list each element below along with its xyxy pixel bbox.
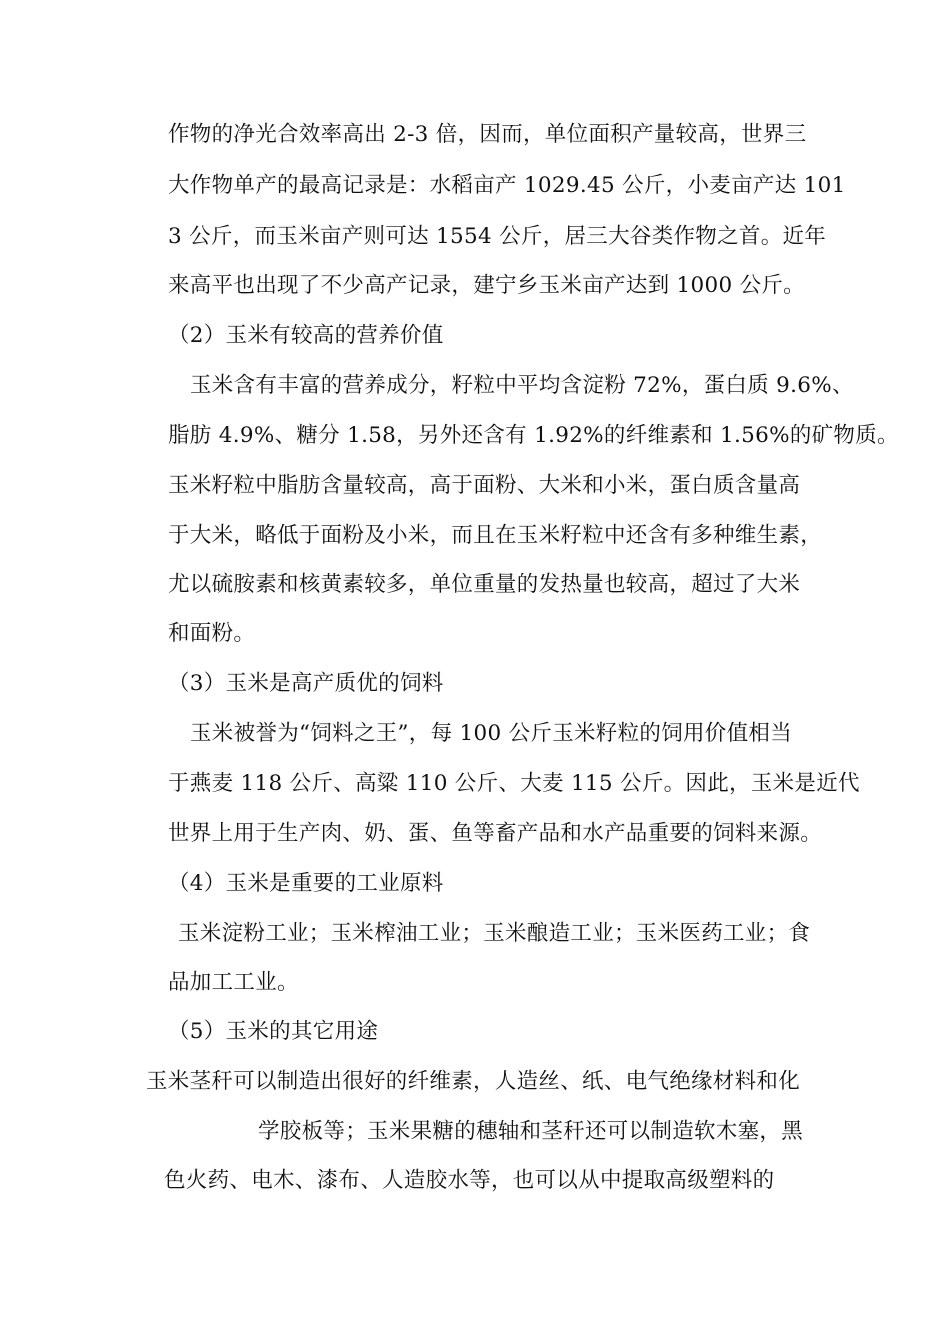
paragraph-line: 大作物单产的最高记录是：水稻亩产 1029.45 公斤，小麦亩产达 101 (168, 173, 846, 198)
paragraph-line: 品加工工业。 (168, 970, 299, 995)
paragraph-line: 和面粉。 (168, 621, 256, 646)
paragraph-line: 玉米含有丰富的营养成分，籽粒中平均含淀粉 72%，蛋白质 9.6%、 (190, 373, 854, 398)
paragraph-line: 脂肪 4.9%、糖分 1.58，另外还含有 1.92%的纤维素和 1.56%的矿物质。 (168, 423, 899, 448)
paragraph-line: 玉米茎秆可以制造出很好的纤维素，人造丝、纸、电气绝缘材料和化 (146, 1069, 801, 1094)
paragraph-line: 来高平也出现了不少高产记录，建宁乡玉米亩产达到 1000 公斤。 (168, 273, 805, 298)
paragraph-line: 玉米被誉为“饲料之王”，每 100 公斤玉米籽粒的饲用价值相当 (190, 721, 792, 746)
paragraph-line: 尤以硫胺素和核黄素较多，单位重量的发热量也较高，超过了大米 (168, 572, 801, 597)
paragraph-line: 玉米籽粒中脂肪含量较高，高于面粉、大米和小米，蛋白质含量高 (168, 473, 801, 498)
paragraph-line: 玉米淀粉工业；玉米榨油工业；玉米酿造工业；玉米医药工业；食 (178, 921, 811, 946)
section-heading: （3）玉米是高产质优的饲料 (168, 671, 444, 696)
paragraph-line: 世界上用于生产肉、奶、蛋、鱼等畜产品和水产品重要的饲料来源。 (168, 821, 823, 846)
paragraph-line: 于大米，略低于面粉及小米，而且在玉米籽粒中还含有多种维生素， (168, 523, 823, 548)
section-heading: （4）玉米是重要的工业原料 (168, 871, 444, 896)
section-heading: （2）玉米有较高的营养价值 (168, 323, 444, 348)
paragraph-line: 于燕麦 118 公斤、高粱 110 公斤、大麦 115 公斤。因此，玉米是近代 (168, 771, 860, 796)
paragraph-line: 学胶板等；玉米果糖的穗轴和茎秆还可以制造软木塞，黑 (258, 1119, 804, 1144)
section-heading: （5）玉米的其它用途 (168, 1019, 379, 1044)
paragraph-line: 3 公斤，而玉米亩产则可达 1554 公斤，居三大谷类作物之首。近年 (168, 224, 827, 249)
paragraph-line: 色火药、电木、漆布、人造胶水等，也可以从中提取高级塑料的 (164, 1168, 775, 1193)
paragraph-line: 作物的净光合效率高出 2-3 倍，因而，单位面积产量较高，世界三 (168, 122, 807, 147)
